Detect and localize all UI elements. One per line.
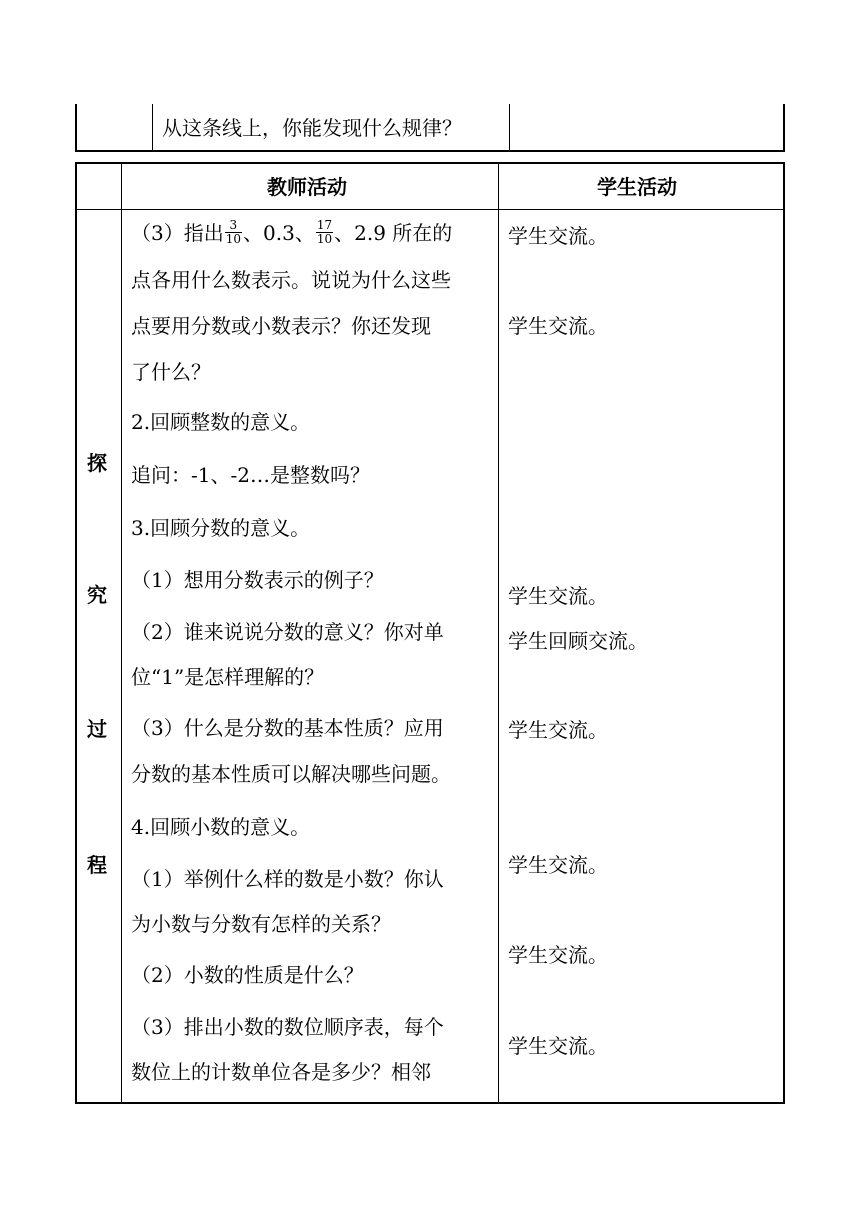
teacher-line-text: （3）指出: [131, 221, 224, 245]
student-line: 学生交流。: [508, 718, 608, 742]
teacher-line: 2.回顾整数的意义。: [131, 410, 311, 434]
fraction-3-10: $\frac{3}{10}$: [225, 218, 242, 246]
section-label-char: 究: [87, 583, 107, 607]
student-line: 学生交流。: [508, 314, 608, 338]
teacher-line: （3）排出小数的数位顺序表，每个: [131, 1015, 444, 1039]
teacher-line: 点各用什么数表示。说说为什么这些: [131, 268, 451, 292]
teacher-line: 点要用分数或小数表示？你还发现: [131, 314, 431, 338]
student-line: 学生交流。: [508, 943, 608, 967]
teacher-line: （2）小数的性质是什么？: [131, 963, 364, 987]
header-student-activity: 学生活动: [597, 175, 677, 199]
teacher-line: （2）谁来说说分数的意义？你对单: [131, 620, 444, 644]
teacher-line: 追问：-1、-2…是整数吗？: [131, 463, 370, 487]
teacher-line: 4.回顾小数的意义。: [131, 815, 311, 839]
teacher-line-text: 、2.9 所在的: [334, 221, 453, 245]
section-label-char: 探: [87, 451, 107, 475]
student-line: 学生交流。: [508, 853, 608, 877]
teacher-line: 数位上的计数单位各是多少？相邻: [131, 1060, 431, 1084]
teacher-line: （3）什么是分数的基本性质？应用: [131, 716, 444, 740]
teacher-line: （1）举例什么样的数是小数？你认: [131, 867, 444, 891]
teacher-line: 了什么？: [131, 360, 211, 384]
student-line: 学生交流。: [508, 224, 608, 248]
student-line: 学生回顾交流。: [508, 629, 648, 653]
top-fragment-text: 从这条线上，你能发现什么规律？: [162, 116, 462, 140]
header-teacher-activity: 教师活动: [267, 175, 347, 199]
teacher-line: 3.回顾分数的意义。: [131, 516, 311, 540]
teacher-line: 位“1”是怎样理解的？: [131, 665, 325, 689]
section-label-char: 程: [87, 853, 107, 877]
teacher-line: （1）想用分数表示的例子？: [131, 568, 384, 592]
student-line: 学生交流。: [508, 1034, 608, 1058]
fraction-17-10: $\frac{17}{10}$: [316, 218, 333, 246]
section-label-char: 过: [87, 717, 107, 741]
teacher-line: 为小数与分数有怎样的关系？: [131, 912, 391, 936]
teacher-line-text: 、0.3、: [243, 221, 315, 245]
student-line: 学生交流。: [508, 584, 608, 608]
teacher-line: 分数的基本性质可以解决哪些问题。: [131, 762, 451, 786]
teacher-line: [131, 218, 453, 248]
